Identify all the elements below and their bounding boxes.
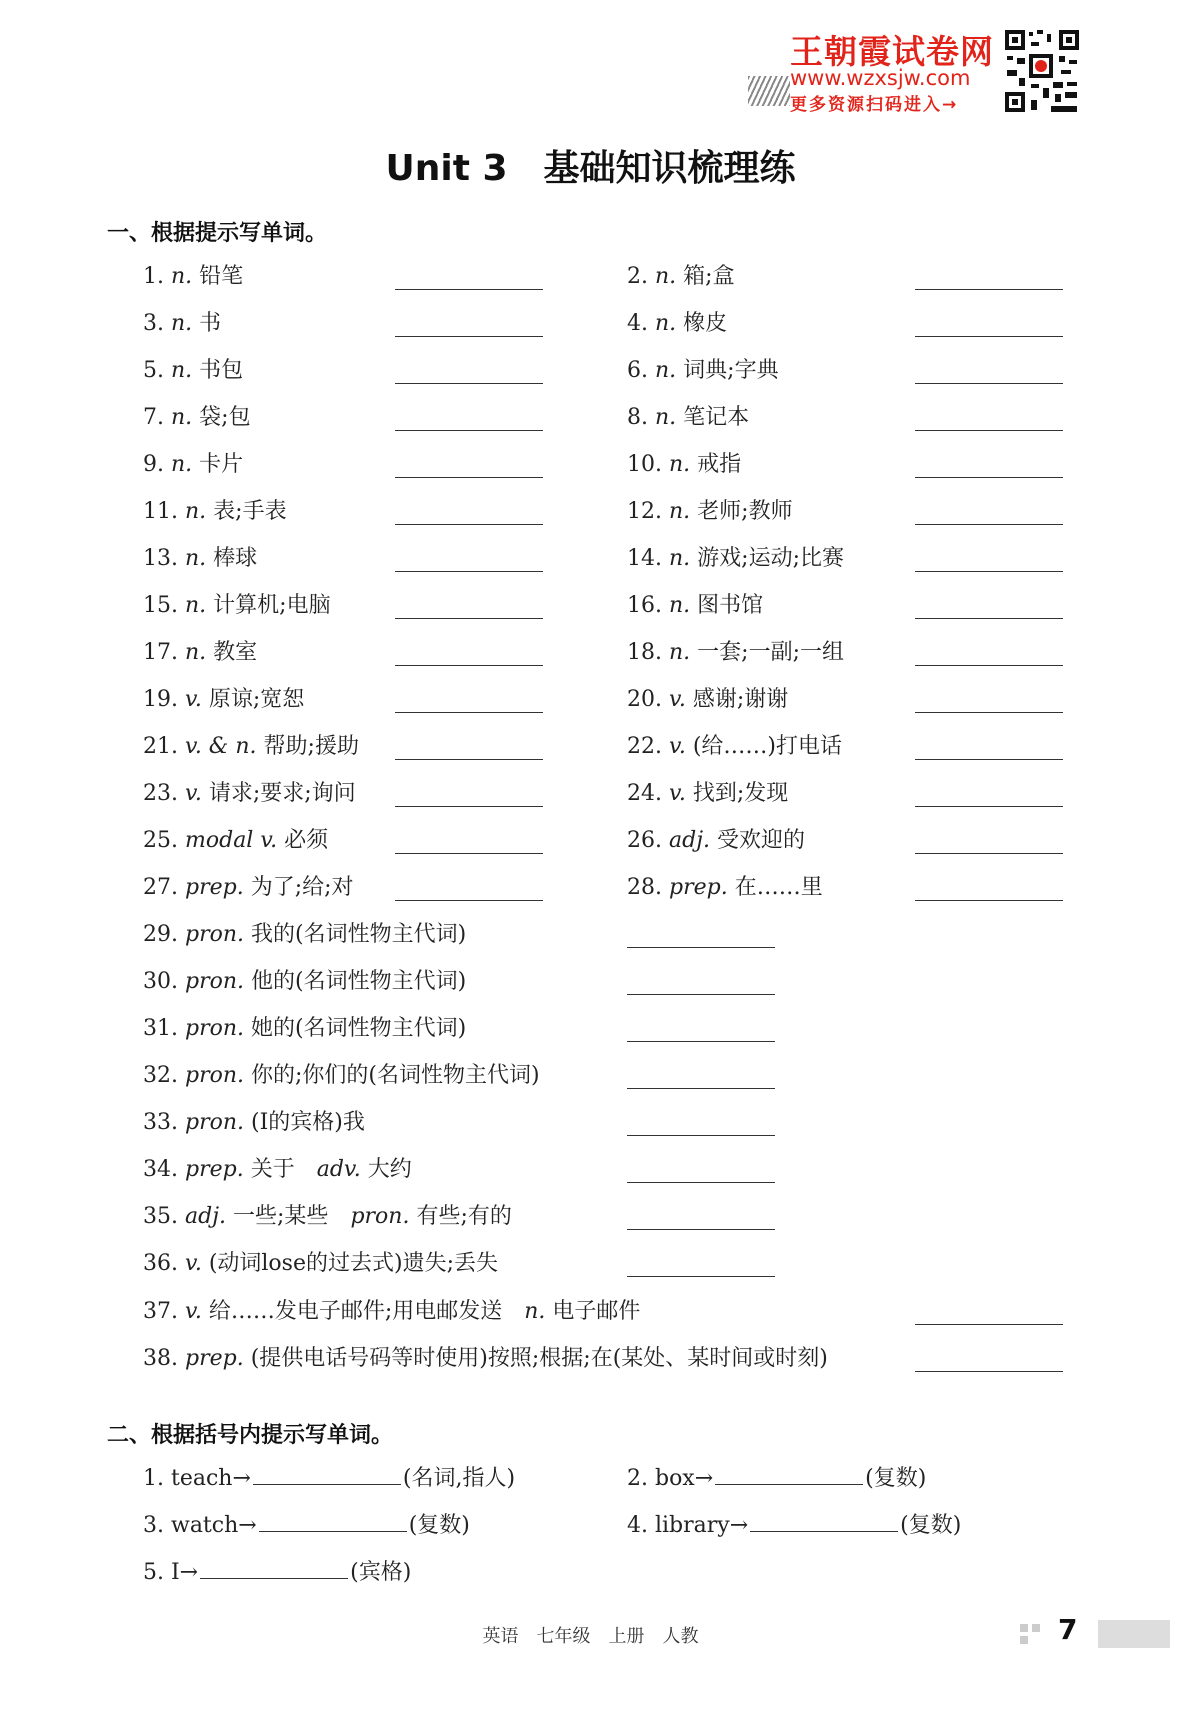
section-heading-2: 二、根据括号内提示写单词。 [107, 1423, 394, 1448]
answer-blank[interactable] [715, 1462, 863, 1485]
logo-stripes [748, 76, 790, 106]
list-item: 29. pron. 我的(名词性物主代词) [143, 922, 467, 947]
list-item-38: 38. prep. (提供电话号码等时使用)按照;根据;在(某处、某时间或时刻) [143, 1346, 828, 1371]
list-item: 3. n. 书 [143, 311, 222, 336]
answer-blank-37[interactable] [915, 1324, 1063, 1325]
answer-blank[interactable] [915, 853, 1063, 854]
answer-blank[interactable] [395, 430, 543, 431]
list-item: 15. n. 计算机;电脑 [143, 593, 331, 618]
answer-blank[interactable] [627, 1182, 775, 1183]
answer-blank[interactable] [395, 900, 543, 901]
answer-blank[interactable] [627, 994, 775, 995]
answer-blank[interactable] [627, 1041, 775, 1042]
answer-blank[interactable] [915, 477, 1063, 478]
answer-blank[interactable] [395, 336, 543, 337]
page-number: 7 [1058, 1613, 1078, 1646]
list-item-s2-4: 4. library→ (复数) [627, 1509, 961, 1541]
answer-blank[interactable] [253, 1462, 401, 1485]
list-item: 5. n. 书包 [143, 358, 244, 383]
list-item-s2-2: 2. box→ (复数) [627, 1462, 926, 1494]
list-item: 18. n. 一套;一副;一组 [627, 640, 844, 665]
answer-blank[interactable] [395, 289, 543, 290]
answer-blank[interactable] [395, 665, 543, 666]
answer-blank[interactable] [915, 806, 1063, 807]
footer-text: 英语 七年级 上册 人教 [482, 1626, 699, 1647]
answer-blank[interactable] [915, 900, 1063, 901]
list-item: 24. v. 找到;发现 [627, 781, 789, 806]
answer-blank[interactable] [395, 524, 543, 525]
list-item: 19. v. 原谅;宽恕 [143, 687, 305, 712]
list-item: 36. v. (动词lose的过去式)遗失;丢失 [143, 1251, 498, 1276]
list-item: 12. n. 老师;教师 [627, 499, 793, 524]
list-item: 34. prep. 关于 adv. 大约 [143, 1157, 412, 1182]
list-item-s2-5: 5. I→ (宾格) [143, 1556, 411, 1588]
answer-blank[interactable] [915, 571, 1063, 572]
list-item: 27. prep. 为了;给;对 [143, 875, 354, 900]
page-number-bar [1098, 1620, 1170, 1648]
list-item: 13. n. 棒球 [143, 546, 258, 571]
answer-blank[interactable] [627, 1135, 775, 1136]
answer-blank[interactable] [915, 618, 1063, 619]
answer-blank[interactable] [627, 1088, 775, 1089]
answer-blank[interactable] [395, 571, 543, 572]
list-item: 9. n. 卡片 [143, 452, 244, 477]
answer-blank[interactable] [915, 289, 1063, 290]
list-item: 4. n. 橡皮 [627, 311, 728, 336]
list-item: 30. pron. 他的(名词性物主代词) [143, 969, 467, 994]
answer-blank[interactable] [915, 430, 1063, 431]
list-item: 28. prep. 在……里 [627, 875, 823, 900]
answer-blank[interactable] [915, 524, 1063, 525]
answer-blank[interactable] [627, 1276, 775, 1277]
list-item: 8. n. 笔记本 [627, 405, 750, 430]
answer-blank[interactable] [395, 853, 543, 854]
page-title: Unit 3 基础知识梳理练 [385, 148, 796, 189]
list-item: 26. adj. 受欢迎的 [627, 828, 806, 853]
page-corner-icon [1018, 1622, 1048, 1650]
list-item: 14. n. 游戏;运动;比赛 [627, 546, 844, 571]
list-item: 23. v. 请求;要求;询问 [143, 781, 356, 806]
answer-blank-38[interactable] [915, 1371, 1063, 1372]
answer-blank[interactable] [395, 712, 543, 713]
logo-scan-text: 更多资源扫码进入→ [790, 95, 959, 115]
qr-code-icon [1003, 28, 1081, 114]
list-item: 17. n. 教室 [143, 640, 258, 665]
logo-title: 王朝霞试卷网 [790, 32, 994, 71]
answer-blank[interactable] [395, 383, 543, 384]
logo-url: www.wzxsjw.com [790, 66, 971, 90]
answer-blank[interactable] [915, 759, 1063, 760]
list-item: 16. n. 图书馆 [627, 593, 764, 618]
answer-blank[interactable] [395, 759, 543, 760]
list-item-s2-1: 1. teach→ (名词,指人) [143, 1462, 515, 1494]
answer-blank[interactable] [915, 712, 1063, 713]
list-item: 1. n. 铅笔 [143, 264, 244, 289]
answer-blank[interactable] [627, 1229, 775, 1230]
list-item: 33. pron. (I的宾格)我 [143, 1110, 365, 1135]
list-item: 20. v. 感谢;谢谢 [627, 687, 789, 712]
answer-blank[interactable] [259, 1509, 407, 1532]
answer-blank[interactable] [915, 383, 1063, 384]
list-item: 2. n. 箱;盒 [627, 264, 735, 289]
section-heading-1: 一、根据提示写单词。 [107, 221, 328, 246]
list-item: 21. v. & n. 帮助;援助 [143, 734, 359, 759]
list-item: 31. pron. 她的(名词性物主代词) [143, 1016, 467, 1041]
answer-blank[interactable] [395, 618, 543, 619]
answer-blank[interactable] [915, 336, 1063, 337]
list-item-37: 37. v. 给……发电子邮件;用电邮发送 n. 电子邮件 [143, 1299, 641, 1324]
list-item: 11. n. 表;手表 [143, 499, 287, 524]
list-item-s2-3: 3. watch→ (复数) [143, 1509, 470, 1541]
list-item: 10. n. 戒指 [627, 452, 742, 477]
answer-blank[interactable] [915, 665, 1063, 666]
list-item: 22. v. (给……)打电话 [627, 734, 842, 759]
answer-blank[interactable] [750, 1509, 898, 1532]
answer-blank[interactable] [627, 947, 775, 948]
answer-blank[interactable] [200, 1556, 348, 1579]
list-item: 32. pron. 你的;你们的(名词性物主代词) [143, 1063, 540, 1088]
list-item: 6. n. 词典;字典 [627, 358, 779, 383]
list-item: 7. n. 袋;包 [143, 405, 251, 430]
list-item: 25. modal v. 必须 [143, 828, 329, 853]
list-item: 35. adj. 一些;某些 pron. 有些;有的 [143, 1204, 512, 1229]
site-logo [748, 26, 1048, 116]
answer-blank[interactable] [395, 806, 543, 807]
answer-blank[interactable] [395, 477, 543, 478]
